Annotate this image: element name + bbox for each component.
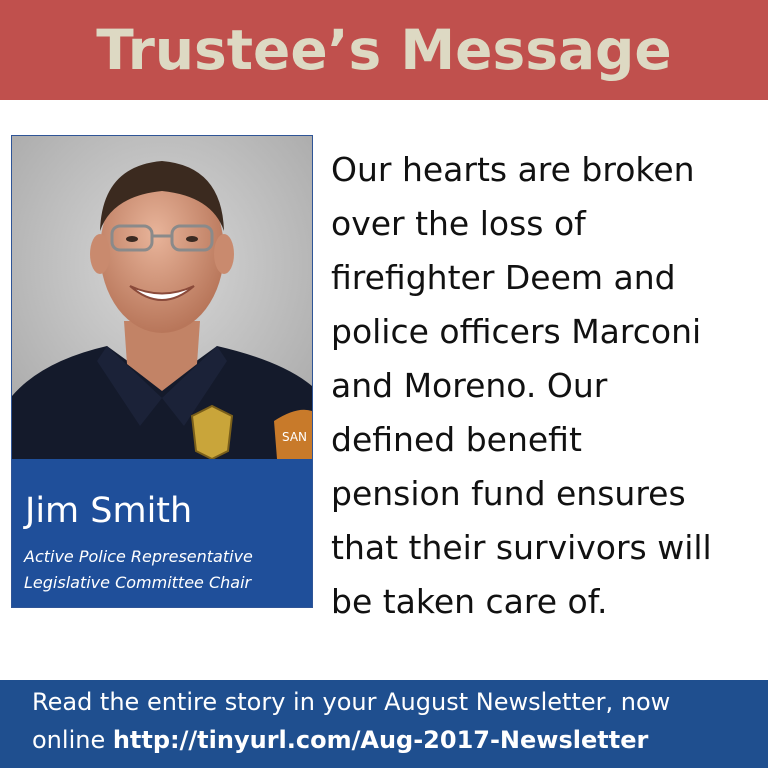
role-line-2: Legislative Committee Chair bbox=[24, 573, 252, 592]
message-line: Our hearts are broken bbox=[331, 150, 695, 189]
profile-card bbox=[11, 135, 313, 608]
message-line: police officers Marconi bbox=[331, 312, 702, 351]
message-line: over the loss of bbox=[331, 204, 586, 243]
footer-text: Read the entire story in your August Newsletter, now bbox=[32, 688, 671, 716]
newsletter-link[interactable]: http://tinyurl.com/Aug-2017-Newsletter bbox=[112, 726, 649, 754]
message-line: and Moreno. Our bbox=[331, 366, 608, 405]
portrait-photo bbox=[12, 136, 312, 459]
person-name: Jim Smith bbox=[25, 491, 193, 531]
role-line-1: Active Police Representative bbox=[24, 547, 253, 566]
patch-text: SAN bbox=[282, 430, 308, 444]
message-line: firefighter Deem and bbox=[331, 258, 676, 297]
trustee-message bbox=[331, 143, 761, 629]
footer-banner bbox=[0, 680, 768, 768]
message-line: defined benefit bbox=[331, 420, 582, 459]
page-title: Trustee’s Message bbox=[96, 18, 672, 82]
header-banner bbox=[0, 0, 768, 100]
footer-prefix: online bbox=[32, 726, 113, 754]
message-line: that their survivors will bbox=[331, 528, 712, 567]
nameplate bbox=[12, 459, 312, 607]
message-line: be taken care of. bbox=[331, 582, 608, 621]
footer-link-line bbox=[32, 726, 648, 754]
message-line: pension fund ensures bbox=[331, 474, 686, 513]
